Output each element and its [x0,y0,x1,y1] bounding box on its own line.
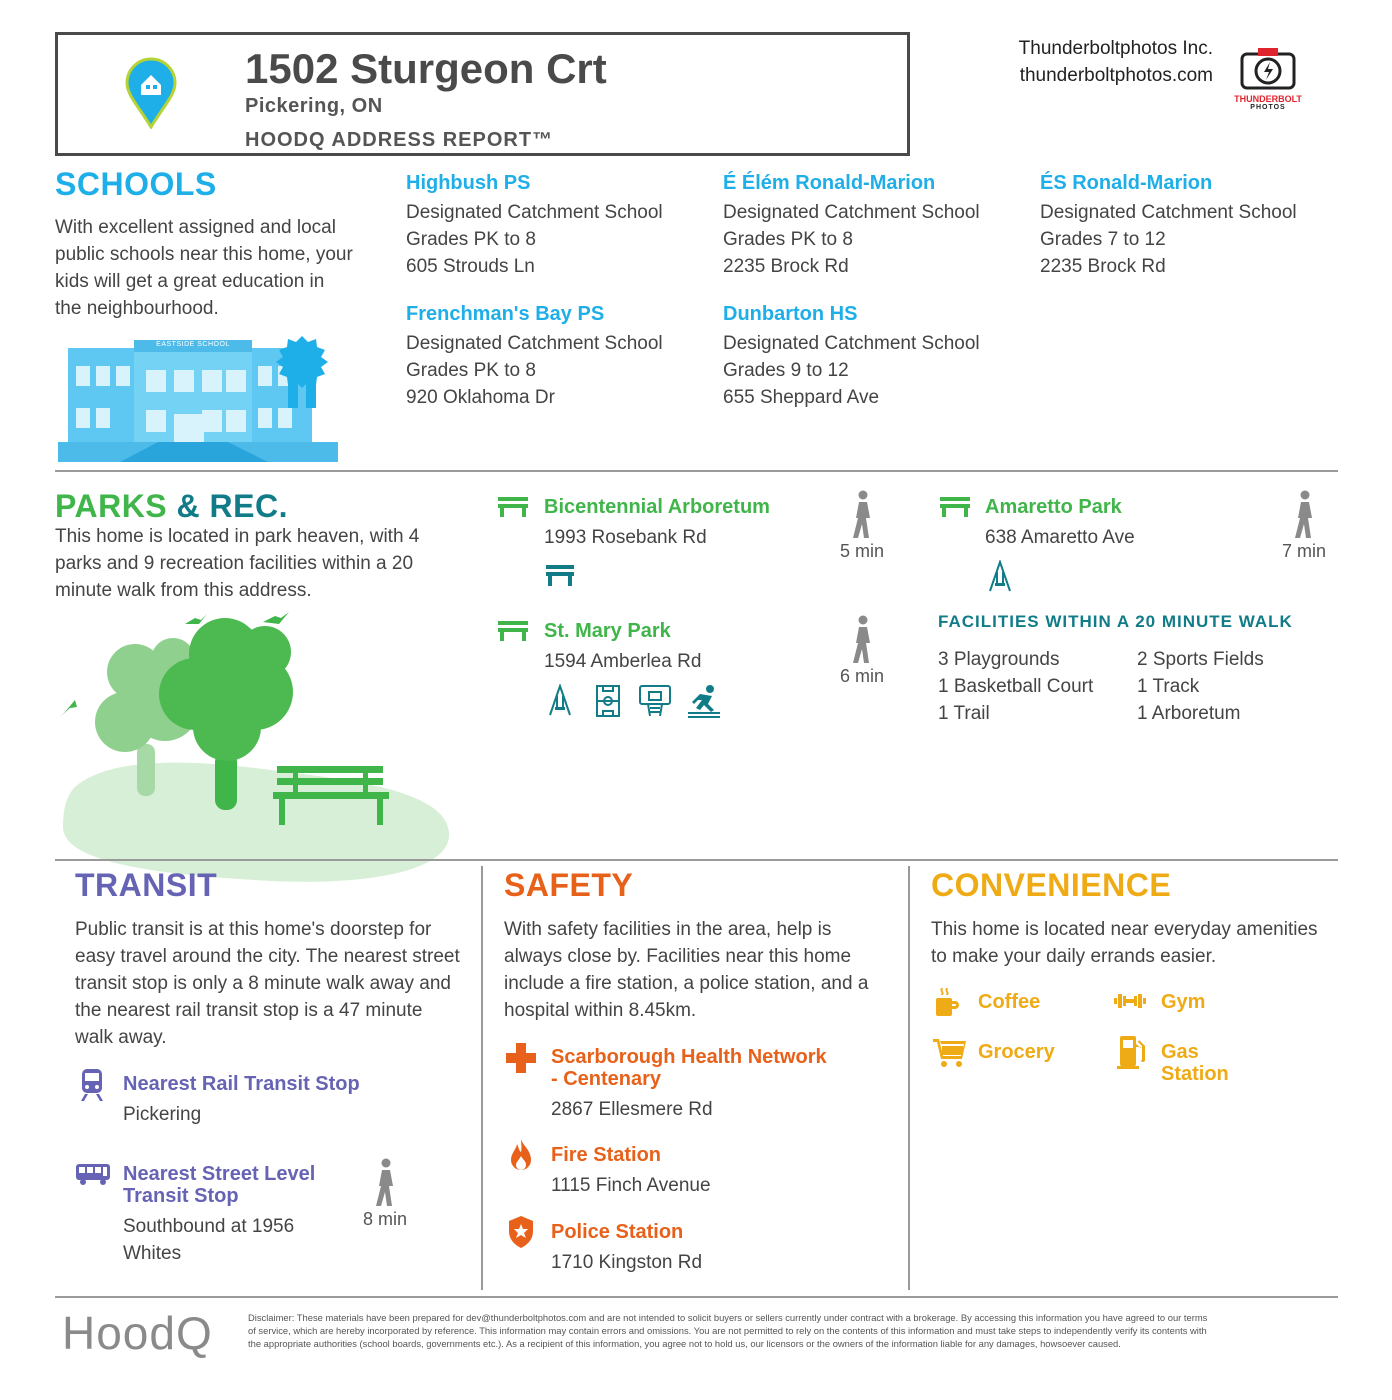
bench-icon [497,496,529,518]
gas-station-label[interactable] [1161,1041,1229,1085]
convenience-title: CONVENIENCE [931,867,1172,903]
gym-label[interactable]: Gym [1161,991,1206,1013]
school-type: Designated Catchment School [406,333,663,354]
divider [55,1296,1338,1298]
gas-station-icon [1117,1034,1145,1070]
parks-description: This home is located in park heaven, with 4 parks and 9 recreation facilities within a 20 minute walk from this address. [55,526,420,601]
schools-description: With excellent assigned and local public schools near this home, your kids will get a great education in the neighbourhood. [55,217,353,319]
street-stop-value-2: Whites [123,1243,182,1264]
park-address: 1594 Amberlea Rd [544,651,702,672]
school-grades: Grades PK to 8 [406,360,536,381]
facility-item: 2 Sports Fields [1137,649,1264,670]
grocery-label[interactable]: Grocery [978,1041,1055,1063]
hospital-name[interactable] [551,1046,827,1090]
school-type: Designated Catchment School [723,202,980,223]
street-stop-label[interactable] [123,1163,315,1207]
park-address: 638 Amaretto Ave [985,527,1135,548]
park-illustration-icon [55,612,455,892]
fire-station-address: 1115 Finch Avenue [551,1175,711,1196]
playground-icon [986,560,1014,592]
rail-stop-label[interactable]: Nearest Rail Transit Stop [123,1073,360,1095]
fire-icon [509,1138,533,1172]
walk-icon [848,615,878,665]
hospital-address: 2867 Ellesmere Rd [551,1099,713,1120]
school-grades: Grades 7 to 12 [1040,229,1166,250]
facility-item: 1 Basketball Court [938,676,1094,697]
walk-time: 6 min [839,666,884,686]
facility-item: 1 Arboretum [1137,703,1241,724]
police-station-address: 1710 Kingston Rd [551,1252,703,1273]
school-type: Designated Catchment School [1040,202,1297,223]
school-grades: Grades PK to 8 [723,229,853,250]
school-item [406,172,663,280]
logo-line1: THUNDERBOLT [1234,94,1302,104]
hospital-name-2: - Centenary [551,1068,662,1090]
school-name[interactable]: ÉS Ronald-Marion [1040,172,1213,194]
facility-item: 1 Trail [938,703,990,724]
bus-icon [75,1163,111,1185]
playground-icon [546,684,574,716]
street-stop-label-1: Nearest Street Level [123,1163,316,1185]
coffee-label[interactable]: Coffee [978,991,1041,1013]
school-address: 605 Strouds Ln [406,256,535,277]
facility-item: 1 Track [1137,676,1200,697]
school-item [723,172,980,280]
train-icon [79,1068,105,1102]
address-box [55,32,910,156]
disclaimer-line: the appropriate authorities (school boards, governments etc.). As a recipient of this information, you agree not to hold us, our licensors or the owners of the information liable for any damages, howsoever caused. [248,1338,1121,1349]
safety-description: With safety facilities in the area, help is always close by. Facilities near this home include a fire station, a police station, and a hospital within 8.45km. [504,919,869,1021]
police-station-label[interactable]: Police Station [551,1221,684,1243]
grocery-cart-icon [932,1036,966,1068]
school-name[interactable]: É Élém Ronald-Marion [723,172,936,194]
park-address: 1993 Rosebank Rd [544,527,707,548]
police-badge-icon [507,1215,535,1249]
divider [55,470,1338,472]
school-item [1040,172,1297,280]
school-grades: Grades PK to 8 [406,229,536,250]
safety-title: SAFETY [504,867,634,903]
school-address: 2235 Brock Rd [723,256,849,277]
walk-icon [848,490,878,540]
camera-logo-icon [1238,46,1298,92]
transit-description: Public transit is at this home's doorstep for easy travel around the city. The nearest street transit stop is only a 8 minute walk away and the nearest rail transit stop is a 47 minute walk away. [75,919,460,1048]
walk-icon [1290,490,1320,540]
logo-line2: PHOTOS [1250,104,1286,111]
sports-field-icon [595,684,621,718]
park-name[interactable]: Amaretto Park [985,496,1122,518]
school-name[interactable]: Dunbarton HS [723,303,858,325]
parks-title-b: & REC. [176,488,288,524]
coffee-icon [933,986,961,1018]
divider [908,866,910,1290]
parks-title-a: PARKS [55,488,168,524]
hospital-name-1: Scarborough Health Network [551,1046,827,1068]
school-address: 2235 Brock Rd [1040,256,1166,277]
basketball-icon [638,684,672,718]
walk-time: 8 min [362,1209,407,1229]
facility-item: 3 Playgrounds [938,649,1060,670]
bench-icon [939,496,971,518]
track-icon [686,684,722,718]
disclaimer-line: of service, which are hereby incorporated by reference. This information may contain errors and omissions. You are not permitted to rely on the contents of this information and must take steps to independently verify its contents with [248,1325,1207,1336]
disclaimer-line: Disclaimer: These materials have been prepared for dev@thunderboltphotos.com and are not intended to solicit buyers or sellers currently under contract with a brokerage. By accessing this information you have agreed to our terms [248,1312,1208,1323]
fire-station-label[interactable]: Fire Station [551,1144,662,1166]
school-address: 655 Sheppard Ave [723,387,880,408]
school-name[interactable]: Frenchman's Bay PS [406,303,605,325]
address-title: 1502 Sturgeon Crt [245,45,607,92]
schools-title: SCHOOLS [55,166,217,202]
rail-stop-value: Pickering [123,1104,202,1125]
school-grades: Grades 9 to 12 [723,360,849,381]
address-city: Pickering, ON [245,95,383,117]
park-name[interactable]: St. Mary Park [544,620,671,642]
school-name[interactable]: Highbush PS [406,172,531,194]
walk-time: 5 min [839,541,884,561]
convenience-description: This home is located near everyday amenities to make your daily errands easier. [931,919,1318,967]
school-item [723,303,980,411]
company-name: Thunderboltphotos Inc. [1018,38,1213,59]
park-name[interactable]: Bicentennial Arboretum [544,496,770,518]
street-stop-value-1: Southbound at 1956 [123,1216,295,1237]
company-website[interactable]: thunderboltphotos.com [1019,65,1213,86]
gas-station-label-1: Gas [1161,1041,1199,1063]
disclaimer [248,1311,1338,1350]
walk-icon [371,1158,401,1208]
school-sign: EASTSIDE SCHOOL [156,341,230,348]
school-type: Designated Catchment School [406,202,663,223]
arboretum-icon [544,563,576,587]
gym-icon [1113,992,1147,1010]
street-stop-value [123,1213,294,1267]
facilities-title: FACILITIES WITHIN A 20 MINUTE WALK [938,612,1293,631]
divider [55,859,1338,861]
school-type: Designated Catchment School [723,333,980,354]
report-label: HOODQ ADDRESS REPORT™ [245,129,554,151]
divider [481,866,483,1290]
walk-time: 7 min [1281,541,1326,561]
home-pin-icon [125,57,177,129]
school-item [406,303,663,411]
gas-station-label-2: Station [1161,1063,1229,1085]
transit-title: TRANSIT [75,867,218,903]
hoodq-logo: HoodQ [62,1307,213,1359]
bench-icon [497,620,529,642]
school-address: 920 Oklahoma Dr [406,387,555,408]
street-stop-label-2: Transit Stop [123,1185,239,1207]
school-building-icon [58,330,338,465]
parks-title [55,488,288,525]
hospital-cross-icon [505,1042,537,1074]
